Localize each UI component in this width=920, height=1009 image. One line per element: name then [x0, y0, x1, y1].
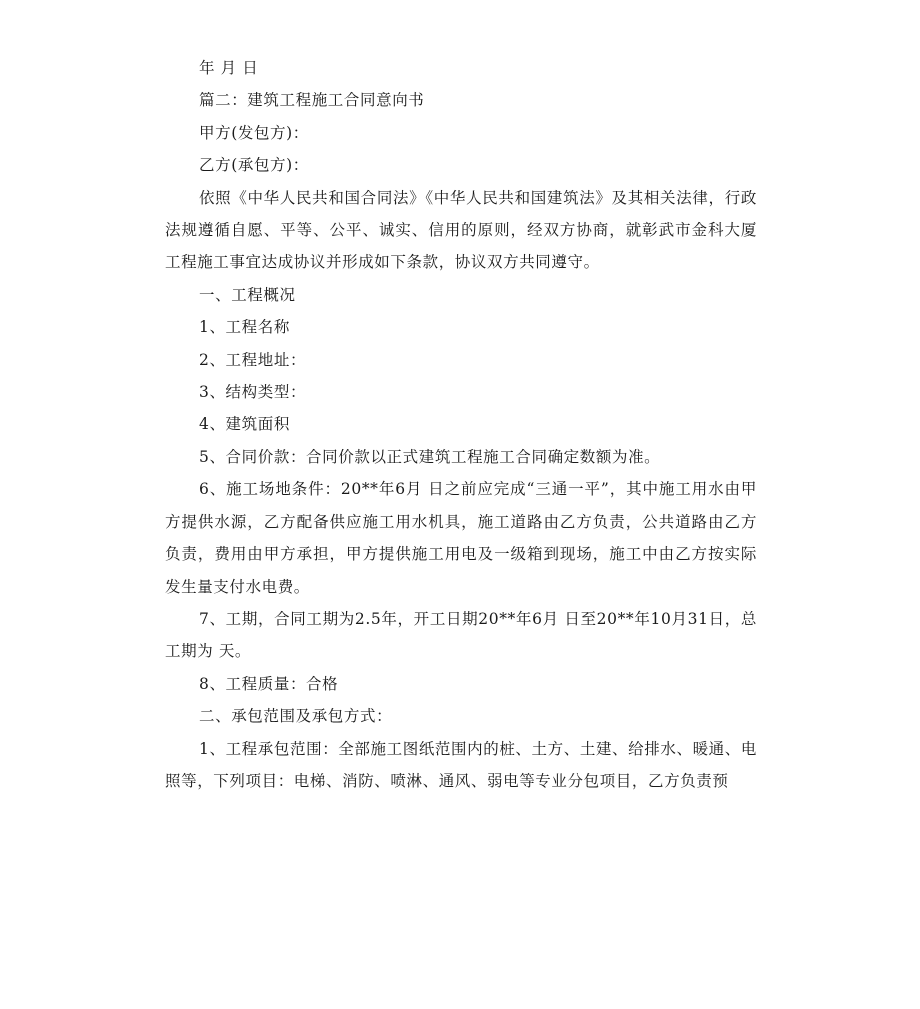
- item-scope-detail: 1、工程承包范围：全部施工图纸范围内的桩、土方、土建、给排水、暖通、电照等，下列项目：电梯、消防、喷淋、通风、弱电等专业分包项目，乙方负责预: [165, 739, 757, 790]
- preamble-paragraph: 依照《中华人民共和国合同法》《中华人民共和国建筑法》及其相关法律，行政法规遵循自愿、平等、公平、诚实、信用的原则，经双方协商，就彰武市金科大厦工程施工事宜达成协议并形成如下条款，协议双方共同遵守。: [165, 188, 757, 272]
- document-body: [165, 52, 757, 797]
- item-construction-period: 7、工期，合同工期为2.5年，开工日期20**年6月 日至20**年10月31日，总工期为 天。: [165, 609, 757, 661]
- item-contract-price: 5、合同价款：合同价款以正式建筑工程施工合同确定数额为准。: [199, 447, 661, 466]
- item-quality: 8、工程质量：合格: [199, 674, 339, 693]
- section-title: 篇二：建筑工程施工合同意向书: [199, 91, 425, 110]
- heading-scope: 二、承包范围及承包方式：: [199, 707, 393, 726]
- party-b-line: 乙方(承包方)：: [199, 156, 309, 175]
- party-a-line: 甲方(发包方)：: [199, 123, 309, 142]
- item-structure-type: 3、结构类型：: [199, 383, 307, 402]
- item-project-address: 2、工程地址：: [199, 350, 307, 369]
- date-line: 年 月 日: [199, 59, 259, 77]
- item-site-conditions: 6、施工场地条件：20**年6月 日之前应完成“三通一平”，其中施工用水由甲方提供水源，乙方配备供应施工用水机具，施工道路由乙方负责，公共道路由乙方负责，费用由甲方承担，甲方提供施工用电及一级箱到现场，施工中由乙方按实际发生量支付水电费。: [165, 480, 757, 596]
- item-project-name: 1、工程名称: [199, 318, 290, 337]
- heading-project-overview: 一、工程概况: [199, 285, 296, 304]
- item-building-area: 4、建筑面积: [199, 415, 290, 434]
